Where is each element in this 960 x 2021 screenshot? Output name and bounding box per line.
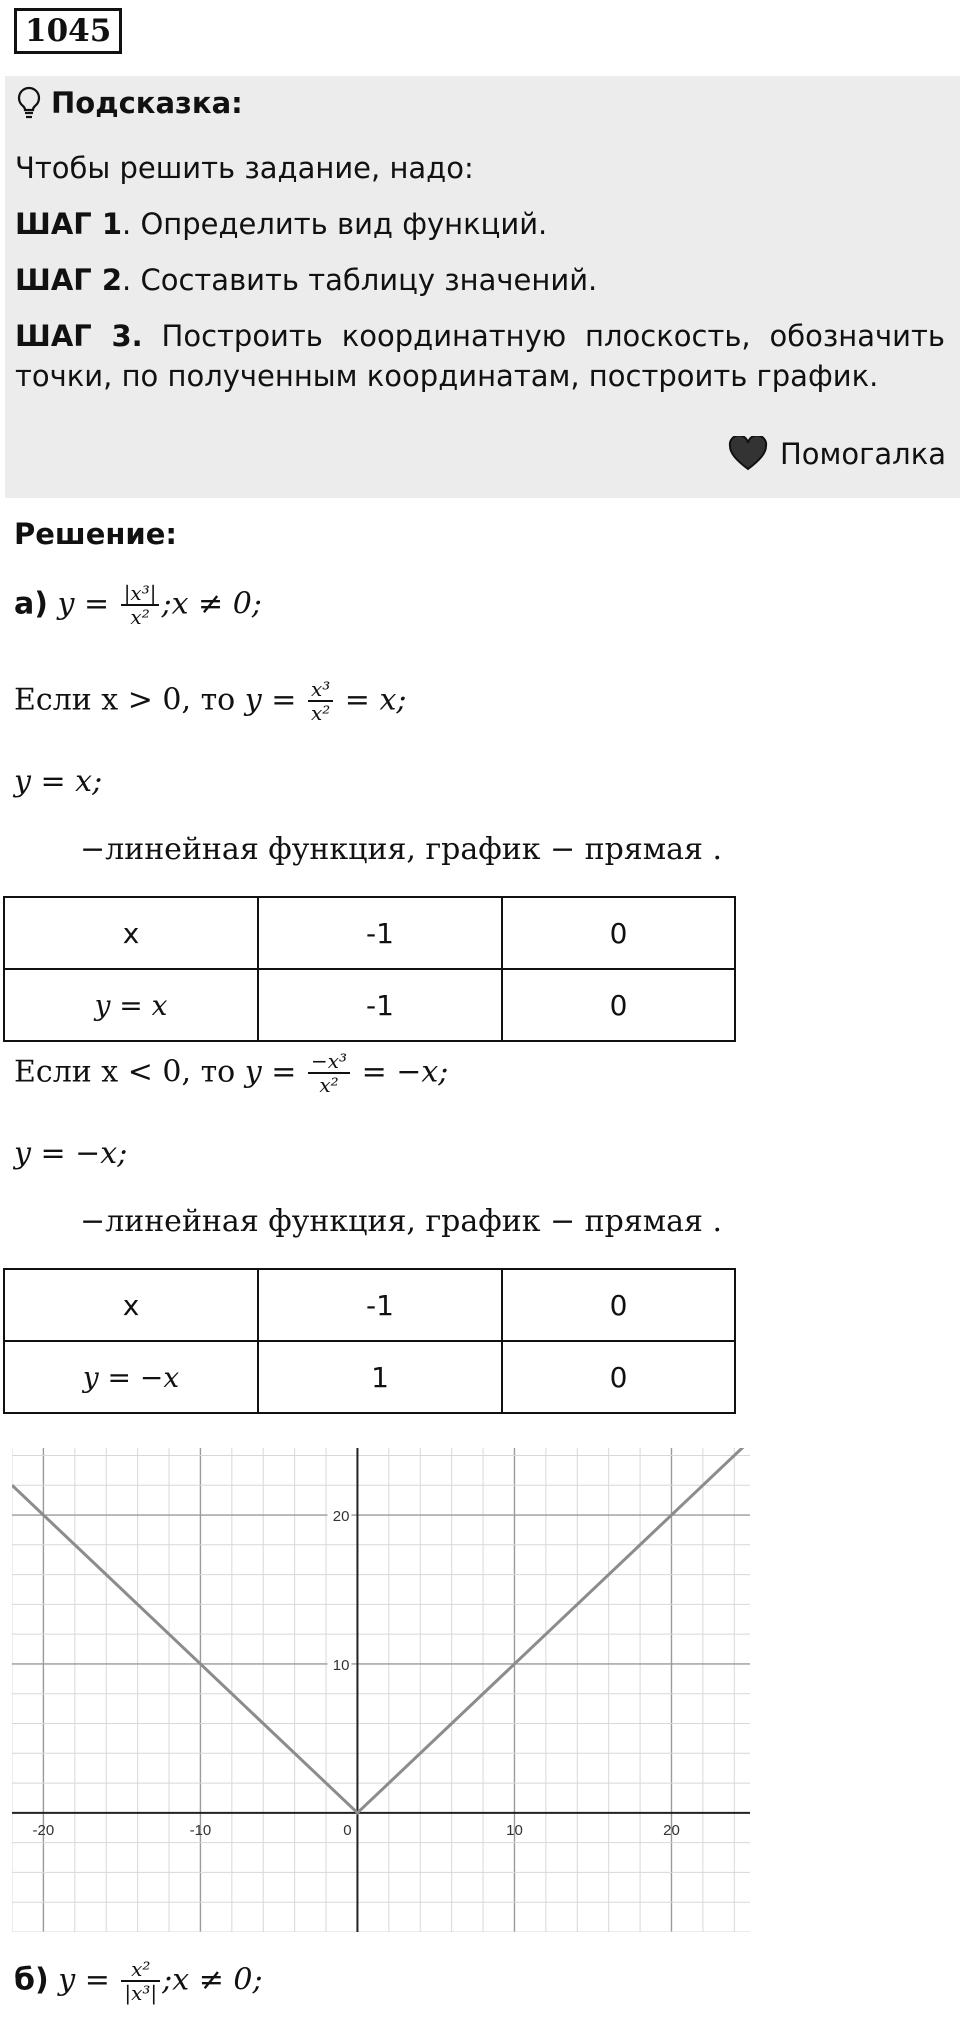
y-tick-label: 10 bbox=[332, 1656, 350, 1674]
part-b-function: б) y = $\frac{\text{x²}}{\text{|x³|}}$ ;x ≠ 0; bbox=[14, 1957, 263, 2005]
values-table-2 bbox=[3, 1268, 736, 1414]
table-row: y = x -1 0 bbox=[4, 969, 735, 1041]
y-tick-label: 20 bbox=[332, 1508, 350, 1526]
solution-heading: Решение: bbox=[14, 517, 178, 551]
case2-result: y = −x; bbox=[14, 1136, 128, 1171]
hint-box bbox=[5, 76, 960, 498]
task-number: 1045 bbox=[14, 8, 122, 54]
hint-step1: ШАГ 1. Определить вид функций. bbox=[15, 207, 548, 241]
table-row: y = −x 1 0 bbox=[4, 1341, 735, 1413]
hint-step3: ШАГ 3. Построить координатную плоскость, обозначить точки, по полученным координатам, построить график. bbox=[15, 319, 945, 393]
function-graph bbox=[12, 1448, 750, 1932]
x-tick-label: 10 bbox=[506, 1821, 523, 1839]
lightbulb-icon bbox=[17, 86, 41, 120]
case2-description: −линейная функция, график − прямая . bbox=[80, 1204, 723, 1239]
part-a-function: а) y = $\frac{\text{|x³|}}{\text{x²}}$ ;x ≠ 0; bbox=[14, 581, 262, 629]
helper-link[interactable] bbox=[728, 436, 946, 472]
values-table-1 bbox=[3, 896, 736, 1042]
hint-title: Подсказка: bbox=[17, 86, 243, 120]
series-line bbox=[12, 1448, 750, 1813]
hint-step2: ШАГ 2. Составить таблицу значений. bbox=[15, 263, 598, 297]
hint-intro: Чтобы решить задание, надо: bbox=[15, 151, 474, 185]
case1-result: y = x; bbox=[14, 764, 103, 799]
case1-line: Если x > 0, то y = $\frac{\text{x³}}{\text{x²}}$ = x; bbox=[14, 677, 407, 725]
x-tick-label: 0 bbox=[343, 1821, 352, 1839]
case1-description: −линейная функция, график − прямая . bbox=[80, 832, 723, 867]
heart-icon bbox=[728, 436, 768, 472]
x-tick-label: -10 bbox=[189, 1821, 212, 1839]
x-tick-label: 20 bbox=[663, 1821, 680, 1839]
x-tick-label: -20 bbox=[32, 1821, 55, 1839]
case2-line: Если x < 0, то y = $\frac{\text{−x³}}{\text{x²}}$ = −x; bbox=[14, 1049, 449, 1097]
table-row: x -1 0 bbox=[4, 897, 735, 969]
helper-label: Помогалка bbox=[780, 437, 946, 471]
table-row: x -1 0 bbox=[4, 1269, 735, 1341]
